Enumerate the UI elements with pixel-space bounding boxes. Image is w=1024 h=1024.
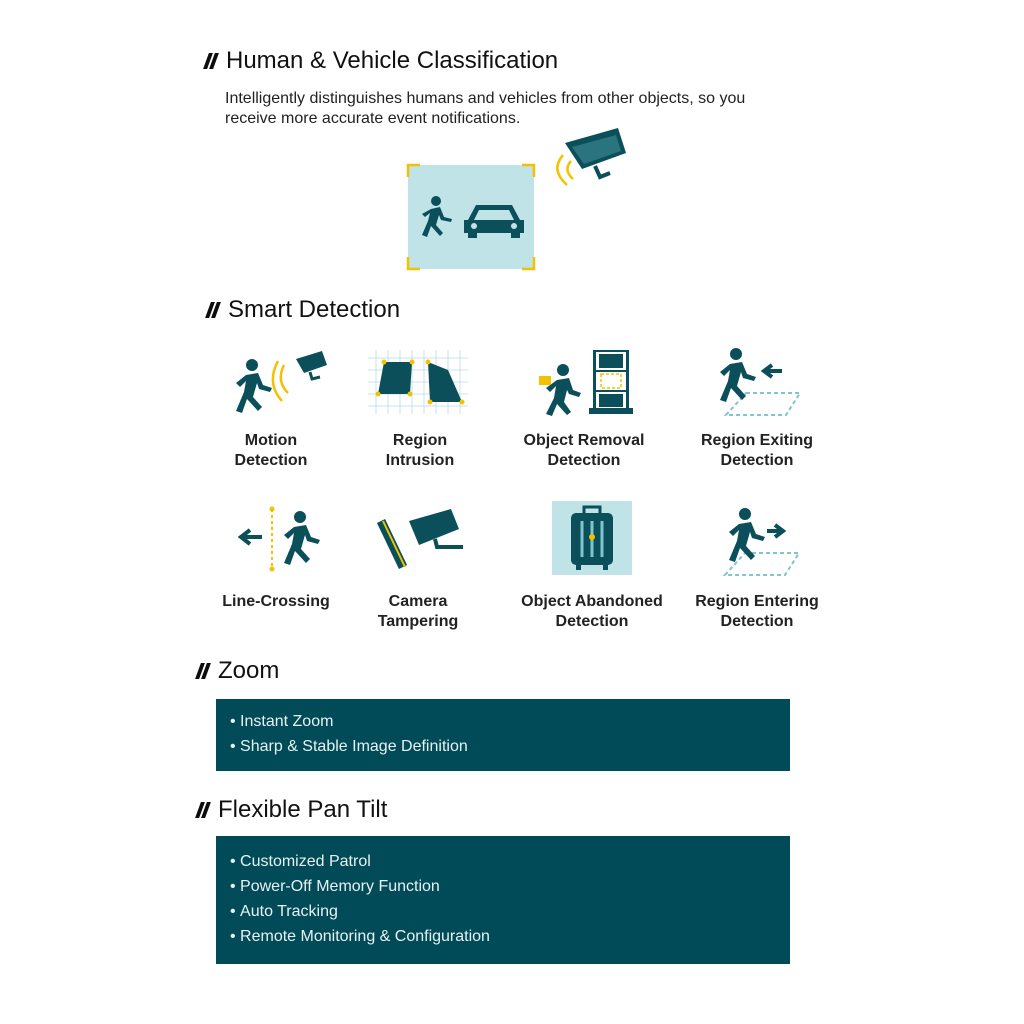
- heading-slash-icon: [195, 802, 211, 818]
- region-intrusion-icon: [368, 350, 468, 414]
- classification-title: Human & Vehicle Classification: [226, 47, 559, 74]
- pan-tilt-bullet: • Remote Monitoring & Configuration: [230, 924, 776, 949]
- label-camera-tampering: Camera Tampering: [377, 593, 459, 630]
- classification-heading: [206, 47, 558, 75]
- label-motion-detection: Motion Detection: [234, 432, 308, 469]
- label-line-crossing: Line-Crossing: [222, 593, 330, 610]
- classification-illustration: [400, 125, 630, 275]
- smart-detection-heading: [208, 296, 400, 324]
- pan-tilt-bullet: • Auto Tracking: [230, 899, 776, 924]
- heading-slash-icon: [205, 302, 221, 318]
- region-entering-icon: [715, 505, 805, 580]
- pan-tilt-panel: [216, 836, 790, 964]
- label-region-exiting: Region Exiting Detection: [701, 432, 813, 469]
- pan-tilt-bullet: • Customized Patrol: [230, 849, 776, 874]
- pan-tilt-heading: [198, 796, 387, 824]
- signal-waves-icon: [557, 155, 573, 185]
- heading-slash-icon: [195, 663, 211, 679]
- motion-detection-icon: [232, 345, 332, 420]
- zoom-bullet: • Instant Zoom: [230, 709, 776, 734]
- camera-icon: [565, 128, 626, 177]
- zoom-bullet: • Sharp & Stable Image Definition: [230, 734, 776, 759]
- label-object-abandoned: Object Abandoned Detection: [521, 593, 663, 630]
- zoom-panel: [216, 699, 790, 771]
- label-object-removal: Object Removal Detection: [523, 432, 645, 469]
- smart-detection-title: Smart Detection: [228, 296, 401, 323]
- line-crossing-icon: [238, 505, 333, 575]
- label-region-entering: Region Entering Detection: [695, 593, 819, 630]
- pan-tilt-bullet: • Power-Off Memory Function: [230, 874, 776, 899]
- label-region-intrusion: Region Intrusion: [385, 432, 455, 469]
- pan-tilt-title: Flexible Pan Tilt: [218, 796, 388, 823]
- classification-description: Intelligently distinguishes humans and vehicles from other objects, so you receive more accurate event notifications.: [225, 90, 746, 127]
- object-abandoned-icon: [552, 501, 632, 575]
- object-removal-icon: [535, 346, 640, 418]
- heading-slash-icon: [203, 53, 219, 69]
- region-exiting-icon: [716, 345, 806, 420]
- zoom-title: Zoom: [218, 657, 280, 684]
- zoom-heading: [198, 657, 279, 685]
- camera-tampering-icon: [375, 505, 470, 575]
